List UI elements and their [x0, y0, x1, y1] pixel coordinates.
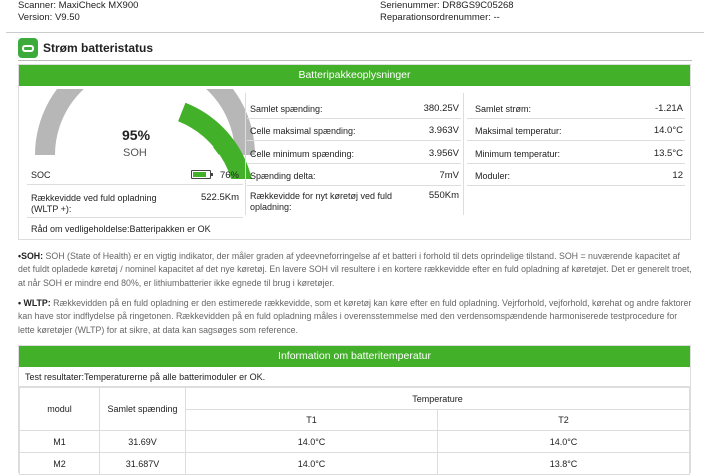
header-divider: [6, 32, 704, 33]
panel-divider-left: [245, 93, 246, 215]
total-voltage-label: Samlet spænding:: [250, 104, 323, 114]
range-new-value: 550Km: [428, 190, 459, 201]
table-row: [20, 453, 690, 475]
wltp-note-key: • WLTP:: [18, 298, 51, 308]
soh-percent: 95%: [122, 127, 151, 143]
row-voltage: 31.69V: [100, 431, 186, 453]
cell-min-voltage-label: Celle minimum spænding:: [250, 149, 355, 159]
row-t1: 14.0°C: [186, 431, 438, 453]
total-current-label: Samlet strøm:: [475, 104, 532, 114]
soh-note: [18, 250, 693, 290]
wltp-note: [18, 297, 693, 337]
repair-order-number: Reparationsordrenummer: --: [380, 12, 500, 23]
modules-value: 12: [672, 170, 683, 181]
max-temp-value: 14.0°C: [653, 125, 683, 136]
soh-label: SOH: [123, 147, 147, 159]
temp-table: [19, 387, 690, 475]
row-t1: 14.0°C: [186, 453, 438, 475]
soc-divider: [27, 184, 243, 185]
range-divider: [27, 217, 243, 218]
voltage-delta-value: 7mV: [439, 170, 459, 181]
battery-temp-panel: [18, 345, 691, 473]
battery-icon: [18, 38, 38, 58]
soc-label: SOC: [31, 170, 51, 180]
row-t2: 13.8°C: [438, 453, 690, 475]
range-full-value: 522.5Km: [200, 192, 239, 203]
section-divider: [18, 60, 692, 61]
row-module: M1: [20, 431, 100, 453]
col-voltage: Samlet spænding: [100, 388, 186, 431]
soh-note-text: SOH (State of Health) er en vigtig indikator, der måler graden af ydeevneforringelse af et batteri i forhold til dets oprindelige tilstand. SOH = nuværende kapacitet af det fuldt opladede køretøj / nominel kapacitet af det nye køretøj. En lavere SOH vil resultere i en kortere rækkevidde efter en fuld opladning af køretøjet. Det er generelt troet, at når SOH er mindre end 80%, er lithiumbatterier ikke egnede til brug i køretøjer.: [18, 251, 692, 288]
range-new-label: Rækkevidde for nyt køretøj ved fuld opladning:: [250, 191, 393, 212]
min-temp-label: Minimum temperatur:: [475, 149, 561, 159]
table-row: [20, 431, 690, 453]
soc-battery-icon: [191, 170, 211, 179]
serial-number: Serienummer: DR8GS9C05268: [380, 0, 514, 11]
report-header: [0, 0, 710, 28]
col-temperature: Temperature: [186, 388, 690, 410]
min-temp-value: 13.5°C: [653, 148, 683, 159]
total-voltage-value: 380.25V: [423, 103, 459, 114]
row-voltage: 31.687V: [100, 453, 186, 475]
scanner-model: Scanner: MaxiCheck MX900: [18, 0, 139, 11]
maintenance-advice: Råd om vedligeholdelse:Batteripakken er OK: [31, 224, 211, 234]
soc-value: 76%: [219, 170, 239, 181]
total-current-value: -1.21A: [655, 103, 683, 114]
panel-divider-right: [463, 93, 464, 215]
battery-temp-title: Information om batteritemperatur: [19, 346, 690, 367]
cell-max-voltage-label: Celle maksimal spænding:: [250, 126, 356, 136]
modules-label: Moduler:: [475, 171, 511, 181]
wltp-note-text: Rækkevidden på en fuld opladning er den estimerede rækkevidde, som et køretøj kan køre efter en fuld opladning. Vejrforhold, vejforhold, kørehat og andre faktorer kan have stor indflydelse på ringetonen. Rækkevidden på en fuld opladning måles i overensstemmelse med den verdensomspændende harmoniserede testprocedure for lette køretøjer (WLTP) for at sikre, at data kan sagsøges som reference.: [18, 298, 692, 335]
col-t1: T1: [186, 410, 438, 431]
row-module: M2: [20, 453, 100, 475]
col-t2: T2: [438, 410, 690, 431]
col-module: modul: [20, 388, 100, 431]
battery-pack-panel: [18, 64, 691, 240]
row-t2: 14.0°C: [438, 431, 690, 453]
battery-pack-title: Batteripakkeoplysninger: [19, 65, 690, 86]
soh-note-key: •SOH:: [18, 251, 44, 261]
max-temp-label: Maksimal temperatur:: [475, 126, 562, 136]
section-title-text: Strøm batteristatus: [43, 41, 154, 55]
range-full-label: Rækkevidde ved fuld opladning (WLTP +):: [31, 193, 157, 214]
voltage-delta-label: Spænding delta:: [250, 171, 316, 181]
software-version: Version: V9.50: [18, 12, 80, 23]
test-result: Test resultater:Temperaturerne på alle batterimoduler er OK.: [19, 367, 690, 387]
cell-max-voltage-value: 3.963V: [428, 125, 459, 136]
section-title: [18, 37, 153, 59]
cell-min-voltage-value: 3.956V: [428, 148, 459, 159]
